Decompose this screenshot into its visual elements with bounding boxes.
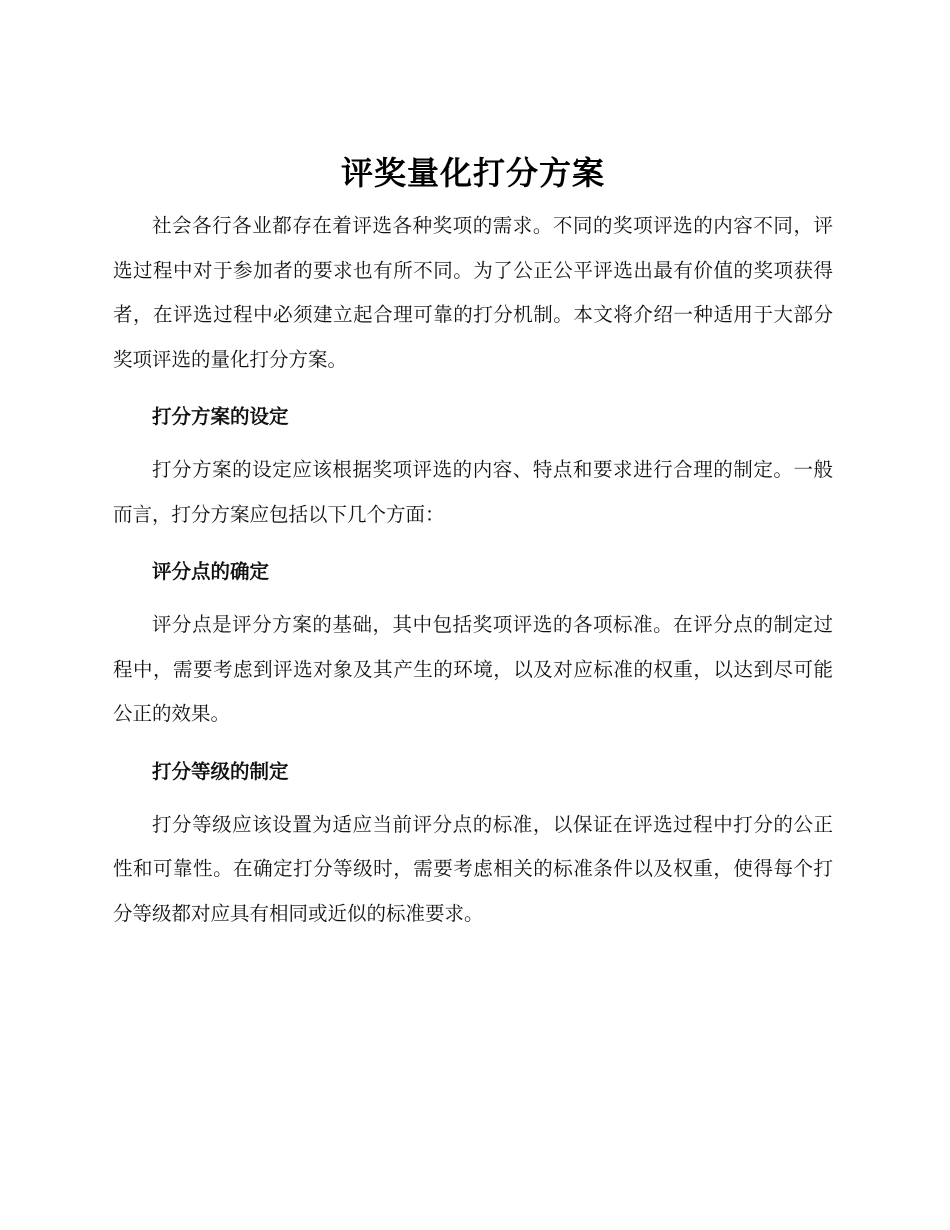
section-paragraph-scoring-levels: 打分等级应该设置为适应当前评分点的标准，以保证在评选过程中打分的公正性和可靠性。在确定打分等级时，需要考虑相关的标准条件以及权重，使得每个打分等级都对应具有相同或近似的标准要求。 (113, 812, 833, 925)
intro-paragraph: 社会各行各业都存在着评选各种奖项的需求。不同的奖项评选的内容不同，评选过程中对于参加者的要求也有所不同。为了公正公平评选出最有价值的奖项获得者，在评选过程中必须建立起合理可靠的打分机制。本文将介绍一种适用于大部分奖项评选的量化打分方案。 (113, 214, 833, 371)
section-heading-scoring-points: 评分点的确定 (152, 560, 270, 583)
section-paragraph-scoring-points: 评分点是评分方案的基础，其中包括奖项评选的各项标准。在评分点的制定过程中，需要考虑到评选对象及其产生的环境，以及对应标准的权重，以达到尽可能公正的效果。 (113, 613, 833, 725)
document-body (113, 148, 833, 936)
section-heading-scoring-levels: 打分等级的制定 (152, 759, 289, 783)
page-title: 评奖量化打分方案 (340, 154, 605, 192)
section-paragraph-scoring-plan: 打分方案的设定应该根据奖项评选的内容、特点和要求进行合理的制定。一般而言，打分方案应包括以下几个方面： (113, 458, 833, 526)
section-heading-scoring-plan: 打分方案的设定 (152, 405, 289, 428)
